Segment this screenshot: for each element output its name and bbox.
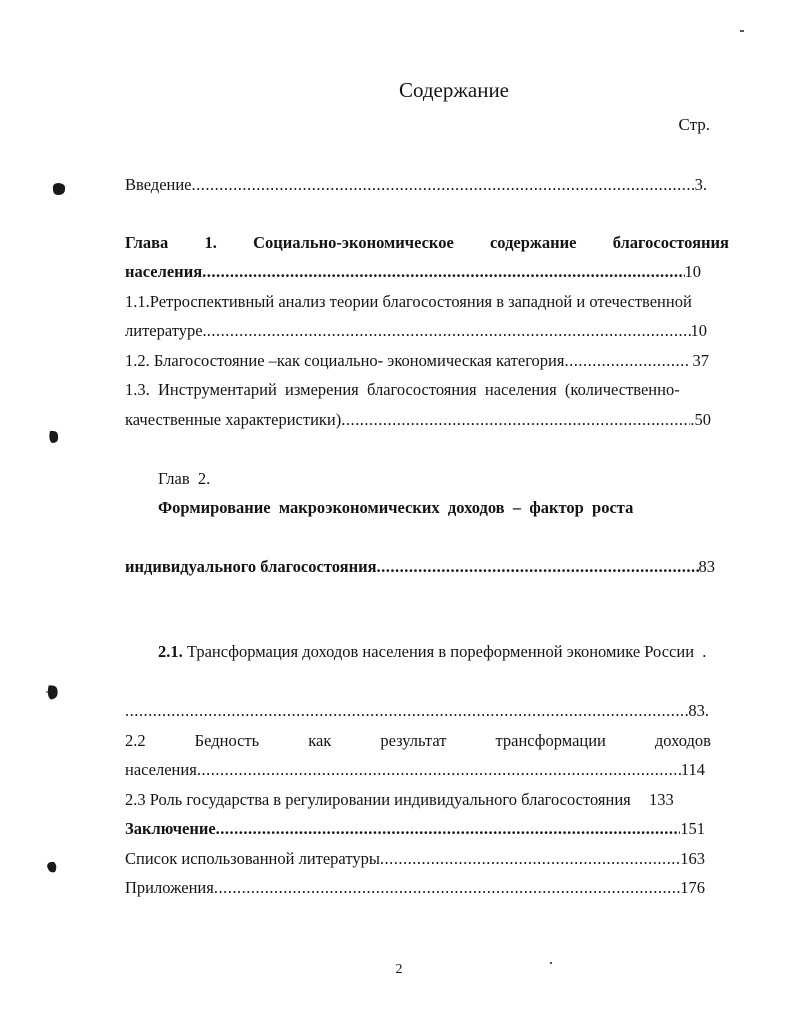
toc-entry-2-1 xyxy=(125,608,729,726)
toc-entry-references xyxy=(125,844,729,874)
toc-entry-chapter-2 xyxy=(125,434,729,582)
dot-leader xyxy=(380,844,680,874)
toc-page: 83. xyxy=(688,701,709,720)
table-of-contents xyxy=(125,170,729,903)
toc-entry-1-3 xyxy=(125,375,729,434)
toc-word: доходов xyxy=(654,730,711,750)
dot-leader xyxy=(214,873,680,903)
toc-entry-conclusion xyxy=(125,814,729,844)
toc-word: как xyxy=(308,730,332,750)
toc-entry-1-2 xyxy=(125,346,729,376)
toc-page: 176 xyxy=(680,878,705,897)
toc-entry-intro xyxy=(125,170,729,200)
toc-entry-2-3 xyxy=(125,785,729,815)
page-number: 2 xyxy=(395,962,403,977)
scan-speck xyxy=(740,30,744,32)
toc-page: 151 xyxy=(680,819,705,838)
binder-hole-mark xyxy=(44,858,60,876)
chapter-number: 1. xyxy=(204,232,217,252)
dot-leader xyxy=(564,346,688,376)
chapter-word: Глава xyxy=(125,232,169,252)
page-column-header: Стр. xyxy=(678,115,710,134)
dot-leader xyxy=(377,552,699,582)
dot-leader xyxy=(192,170,695,200)
dot-leader xyxy=(202,257,684,287)
toc-label: 1.2. Благосостояние –как социально- экономическая категория xyxy=(125,350,565,370)
toc-page: 114 xyxy=(680,760,705,779)
binder-hole-mark xyxy=(46,428,62,446)
chapter-title-word: содержание xyxy=(489,232,577,252)
toc-word: трансформации xyxy=(495,730,606,750)
toc-page: .50 xyxy=(690,409,711,429)
toc-label: Приложения xyxy=(125,878,214,897)
section-number: 2.1. xyxy=(158,642,183,661)
chapter-title: Формирование макроэкономических доходов – фактор роста xyxy=(158,498,634,517)
toc-page: 163 xyxy=(680,848,705,868)
toc-label-continued: населения xyxy=(125,760,197,779)
toc-label: Трансформация доходов населения в пореформенной экономике России . xyxy=(182,642,707,661)
dot-leader xyxy=(125,696,688,726)
page-title: Содержание xyxy=(398,78,510,102)
dot-leader xyxy=(341,405,690,435)
toc-entry-1-1 xyxy=(125,287,729,346)
toc-page: 10 xyxy=(684,262,701,281)
toc-label: Заключение xyxy=(125,819,216,838)
dot-leader xyxy=(197,755,681,785)
section-number: 2.2 xyxy=(125,730,146,750)
binder-hole-mark xyxy=(50,180,68,198)
toc-label-continued: качественные характеристики) xyxy=(125,409,342,429)
toc-page: 10 xyxy=(690,321,707,340)
toc-entry-appendix xyxy=(125,873,729,903)
toc-label: Список использованной литературы xyxy=(125,848,380,868)
toc-page: 83 xyxy=(698,557,715,576)
toc-entry-chapter-1 xyxy=(125,228,729,287)
toc-page: 37 xyxy=(688,350,709,370)
toc-page: 133 xyxy=(649,789,674,809)
toc-entry-2-2 xyxy=(125,726,729,785)
toc-word: Бедность xyxy=(194,730,260,750)
toc-label: 1.1.Ретроспективный анализ теории благосостояния в западной и отечественной xyxy=(125,291,692,311)
toc-label: населения xyxy=(125,262,203,281)
binder-hole-mark xyxy=(44,682,62,702)
toc-label-continued: литературе. xyxy=(125,321,207,340)
chapter-title-word: благосостояния xyxy=(612,232,729,252)
dot-leader xyxy=(216,814,681,844)
chapter-title-word: Социально-экономическое xyxy=(253,232,454,252)
dot-leader xyxy=(207,316,691,346)
toc-page: 3. xyxy=(694,175,707,194)
toc-label: 1.3. Инструментарий измерения благосостояния населения (количественно- xyxy=(125,380,680,399)
scan-speck xyxy=(550,962,552,964)
toc-label: 2.3 Роль государства в регулировании индивидуального благосостояния xyxy=(125,789,631,809)
toc-word: результат xyxy=(380,730,447,750)
toc-label: Введение xyxy=(125,175,192,194)
chapter-title-continued: индивидуального благосостояния xyxy=(125,557,377,576)
chapter-number: Глав 2. xyxy=(158,468,211,488)
